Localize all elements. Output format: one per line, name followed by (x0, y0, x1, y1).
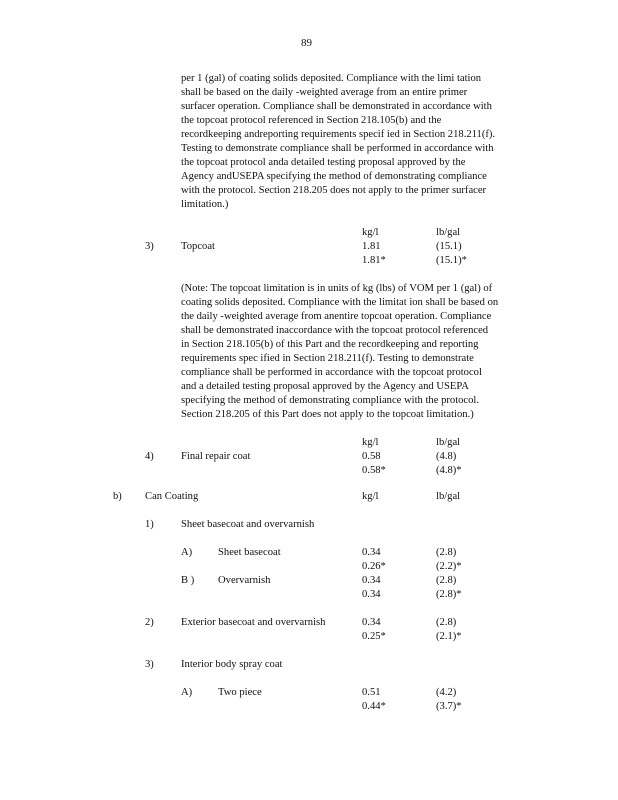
topcoat-number: 3) (145, 241, 154, 252)
exterior-number: 2) (145, 617, 154, 628)
exterior-kg-alt: 0.25* (362, 631, 386, 642)
final-repair-lb-value: (4.8) (436, 451, 457, 462)
sheet-basecoat-a-letter: A) (181, 547, 193, 558)
intro-line: Agency andUSEPA specifying the method of demonstrating compliance (181, 171, 487, 182)
exterior-label: Exterior basecoat and overvarnish (181, 617, 326, 628)
final-repair-kg-value: 0.58 (362, 451, 381, 462)
page-number: 89 (301, 37, 312, 49)
final-repair-label: Final repair coat (181, 451, 251, 462)
final-repair-unit-kg: kg/l (362, 437, 379, 448)
intro-line: shall be based on the daily -weighted average from an entire primer (181, 87, 468, 98)
overvarnish-b-kg: 0.34 (362, 575, 381, 586)
note-line: Section 218.205 of this Part does not apply to the topcoat limitation.) (181, 409, 474, 420)
note-line: and a detailed testing proposal approved by the Agency and USEPA (181, 381, 469, 392)
two-piece-lb-alt: (3.7)* (436, 701, 462, 712)
sheet-basecoat-a-kg: 0.34 (362, 547, 381, 558)
final-repair-unit-lb: lb/gal (436, 437, 461, 448)
two-piece-letter: A) (181, 687, 193, 698)
topcoat-unit-lb: lb/gal (436, 227, 461, 238)
topcoat-label: Topcoat (181, 241, 215, 252)
intro-line: surfacer operation. Compliance shall be demonstrated in accordance with (181, 101, 492, 112)
can-coating-unit-lb: lb/gal (436, 491, 461, 502)
final-repair-number: 4) (145, 451, 154, 462)
sheet-basecoat-heading: Sheet basecoat and overvarnish (181, 519, 315, 530)
two-piece-kg-alt: 0.44* (362, 701, 386, 712)
note-line: requirements spec ified in Section 218.211(f). Testing to demonstrate (181, 353, 474, 364)
intro-line: the topcoat protocol anda detailed testing proposal approved by the (181, 157, 466, 168)
note-line: shall be demonstrated inaccordance with the topcoat protocol referenced (181, 325, 489, 336)
note-line: specifying the method of demonstrating compliance with the protocol. (181, 395, 480, 406)
interior-number: 3) (145, 659, 154, 670)
two-piece-lb: (4.2) (436, 687, 457, 698)
interior-label: Interior body spray coat (181, 659, 283, 670)
topcoat-kg-value-alt: 1.81* (362, 255, 386, 266)
overvarnish-b-lb: (2.8) (436, 575, 457, 586)
final-repair-kg-value-alt: 0.58* (362, 465, 386, 476)
sheet-basecoat-number: 1) (145, 519, 154, 530)
can-coating-unit-kg: kg/l (362, 491, 379, 502)
sheet-basecoat-a-lb: (2.8) (436, 547, 457, 558)
exterior-lb-alt: (2.1)* (436, 631, 462, 642)
intro-line: limitation.) (181, 199, 229, 210)
topcoat-lb-value-alt: (15.1)* (436, 255, 467, 266)
note-line: the daily -weighted average from anentire topcoat operation. Compliance (181, 311, 492, 322)
note-paragraph (181, 282, 498, 422)
intro-line: Testing to demonstrate compliance shall be performed in accordance with (181, 143, 494, 154)
can-coating-label: Can Coating (145, 491, 199, 502)
note-line: compliance shall be performed in accordance with the topcoat protocol (181, 367, 482, 378)
exterior-kg: 0.34 (362, 617, 381, 628)
exterior-lb: (2.8) (436, 617, 457, 628)
can-coating-letter: b) (113, 491, 122, 502)
intro-line: with the protocol. Section 218.205 does not apply to the primer surfacer (181, 185, 487, 196)
note-line: in Section 218.105(b) of this Part and the recordkeeping and reporting (181, 339, 479, 350)
overvarnish-b-letter: B ) (181, 575, 195, 586)
note-line: coating solids deposited. Compliance with the limitat ion shall be based on (181, 297, 499, 308)
two-piece-kg: 0.51 (362, 687, 381, 698)
intro-line: recordkeeping andreporting requirements specif ied in Section 218.211(f). (181, 129, 496, 140)
sheet-basecoat-a-kg-alt: 0.26* (362, 561, 386, 572)
overvarnish-b-label: Overvarnish (218, 575, 271, 586)
final-repair-lb-value-alt: (4.8)* (436, 465, 462, 476)
two-piece-label: Two piece (218, 687, 262, 698)
sheet-basecoat-a-label: Sheet basecoat (218, 547, 281, 558)
topcoat-unit-kg: kg/l (362, 227, 379, 238)
topcoat-lb-value: (15.1) (436, 241, 462, 252)
intro-paragraph (181, 72, 495, 212)
overvarnish-b-lb-alt: (2.8)* (436, 589, 462, 600)
overvarnish-b-kg-alt: 0.34 (362, 589, 381, 600)
sheet-basecoat-a-lb-alt: (2.2)* (436, 561, 462, 572)
intro-line: the topcoat protocol referenced in Section 218.105(b) and the (181, 115, 442, 126)
note-line: (Note: The topcoat limitation is in units of kg (lbs) of VOM per 1 (gal) of (181, 283, 493, 294)
topcoat-kg-value: 1.81 (362, 241, 381, 252)
intro-line: per 1 (gal) of coating solids deposited. Compliance with the limi tation (181, 73, 482, 84)
